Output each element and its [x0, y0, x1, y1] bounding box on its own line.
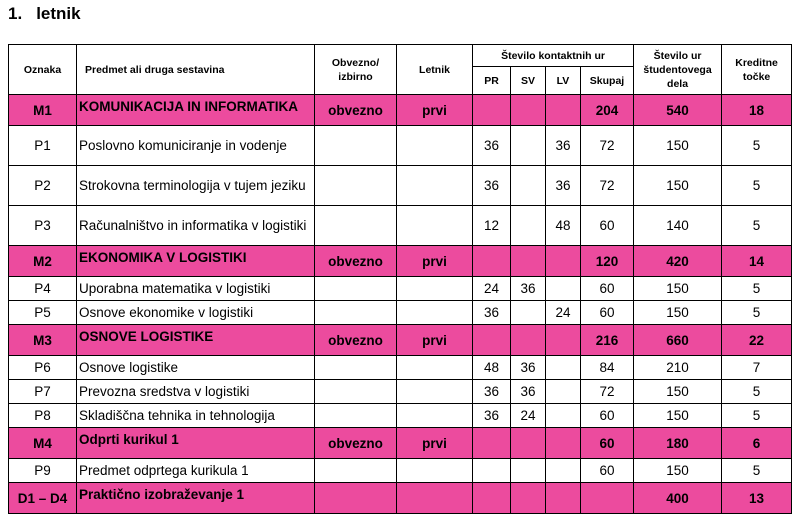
header-student-hours: Število ur študentovega dela [634, 45, 722, 95]
cell-credits: 6 [722, 428, 792, 459]
table-row [9, 404, 792, 428]
cell-type: obvezno [315, 325, 397, 356]
cell-code: D1 – D4 [9, 483, 77, 514]
header-subject: Predmet ali druga sestavina [77, 45, 315, 95]
cell-total: 84 [581, 356, 634, 380]
cell-total: 204 [581, 95, 634, 126]
cell-sv [511, 166, 546, 206]
cell-type [315, 301, 397, 325]
section-heading [8, 4, 81, 24]
cell-student-hours: 540 [634, 95, 722, 126]
cell-credits: 5 [722, 459, 792, 483]
cell-total: 72 [581, 380, 634, 404]
cell-subject: Poslovno komuniciranje in vodenje [77, 126, 315, 166]
cell-sv [511, 301, 546, 325]
table-row-module [9, 95, 792, 126]
header-contact-hours: Število kontaktnih ur [473, 45, 634, 67]
cell-code: P6 [9, 356, 77, 380]
cell-year [397, 301, 473, 325]
cell-student-hours: 150 [634, 404, 722, 428]
cell-pr: 36 [473, 166, 511, 206]
cell-code: M3 [9, 325, 77, 356]
cell-subject: EKONOMIKA V LOGISTIKI [77, 246, 315, 277]
cell-lv [546, 483, 581, 514]
header-pr: PR [473, 67, 511, 95]
cell-credits: 5 [722, 206, 792, 246]
cell-sv: 36 [511, 277, 546, 301]
cell-student-hours: 400 [634, 483, 722, 514]
section-number: 1. [8, 4, 23, 23]
cell-type: obvezno [315, 246, 397, 277]
cell-sv: 36 [511, 356, 546, 380]
cell-credits: 13 [722, 483, 792, 514]
cell-lv [546, 428, 581, 459]
table-row [9, 380, 792, 404]
table-row [9, 126, 792, 166]
cell-pr [473, 483, 511, 514]
cell-lv: 24 [546, 301, 581, 325]
cell-pr: 36 [473, 126, 511, 166]
cell-pr [473, 428, 511, 459]
cell-lv [546, 325, 581, 356]
cell-year [397, 483, 473, 514]
cell-subject: Odprti kurikul 1 [77, 428, 315, 459]
cell-lv [546, 459, 581, 483]
cell-sv: 36 [511, 380, 546, 404]
header-lv: LV [546, 67, 581, 95]
cell-lv [546, 356, 581, 380]
cell-subject: Uporabna matematika v logistiki [77, 277, 315, 301]
cell-year: prvi [397, 428, 473, 459]
cell-lv [546, 404, 581, 428]
cell-student-hours: 140 [634, 206, 722, 246]
cell-type: obvezno [315, 95, 397, 126]
cell-code: P3 [9, 206, 77, 246]
cell-total: 60 [581, 277, 634, 301]
cell-pr: 48 [473, 356, 511, 380]
cell-sv [511, 428, 546, 459]
cell-year: prvi [397, 95, 473, 126]
cell-code: P7 [9, 380, 77, 404]
cell-credits: 7 [722, 356, 792, 380]
cell-credits: 5 [722, 404, 792, 428]
cell-code: P4 [9, 277, 77, 301]
cell-credits: 14 [722, 246, 792, 277]
cell-pr: 36 [473, 380, 511, 404]
cell-sv [511, 95, 546, 126]
cell-pr [473, 95, 511, 126]
cell-type [315, 380, 397, 404]
cell-student-hours: 180 [634, 428, 722, 459]
table-row [9, 459, 792, 483]
cell-year [397, 459, 473, 483]
cell-total: 60 [581, 206, 634, 246]
cell-credits: 5 [722, 166, 792, 206]
cell-year: prvi [397, 246, 473, 277]
cell-subject: OSNOVE LOGISTIKE [77, 325, 315, 356]
cell-lv [546, 95, 581, 126]
cell-student-hours: 150 [634, 459, 722, 483]
cell-total: 72 [581, 126, 634, 166]
cell-year: prvi [397, 325, 473, 356]
table-row [9, 301, 792, 325]
cell-code: P1 [9, 126, 77, 166]
table-row [9, 166, 792, 206]
cell-type [315, 404, 397, 428]
cell-year [397, 166, 473, 206]
cell-total: 60 [581, 459, 634, 483]
cell-student-hours: 210 [634, 356, 722, 380]
cell-sv [511, 246, 546, 277]
cell-pr [473, 325, 511, 356]
cell-pr: 36 [473, 301, 511, 325]
cell-sv: 24 [511, 404, 546, 428]
cell-credits: 5 [722, 126, 792, 166]
cell-total: 60 [581, 404, 634, 428]
cell-year [397, 356, 473, 380]
cell-credits: 5 [722, 380, 792, 404]
cell-credits: 18 [722, 95, 792, 126]
cell-total: 72 [581, 166, 634, 206]
table-row-module [9, 325, 792, 356]
cell-pr [473, 246, 511, 277]
cell-student-hours: 150 [634, 301, 722, 325]
header-type: Obvezno/ izbirno [315, 45, 397, 95]
cell-pr [473, 459, 511, 483]
section-title: letnik [36, 4, 81, 23]
cell-total [581, 483, 634, 514]
cell-year [397, 277, 473, 301]
header-sv: SV [511, 67, 546, 95]
cell-lv [546, 277, 581, 301]
cell-student-hours: 660 [634, 325, 722, 356]
cell-year [397, 126, 473, 166]
cell-subject: Osnove ekonomike v logistiki [77, 301, 315, 325]
cell-subject: Strokovna terminologija v tujem jeziku [77, 166, 315, 206]
cell-type [315, 459, 397, 483]
table-row-module [9, 246, 792, 277]
cell-code: M2 [9, 246, 77, 277]
cell-code: P8 [9, 404, 77, 428]
cell-type: obvezno [315, 428, 397, 459]
header-code: Oznaka [9, 45, 77, 95]
table-row [9, 356, 792, 380]
cell-student-hours: 150 [634, 380, 722, 404]
cell-student-hours: 150 [634, 277, 722, 301]
cell-student-hours: 150 [634, 126, 722, 166]
cell-type [315, 206, 397, 246]
cell-sv [511, 483, 546, 514]
cell-sv [511, 325, 546, 356]
cell-year [397, 404, 473, 428]
cell-subject: Praktično izobraževanje 1 [77, 483, 315, 514]
cell-subject: Predmet odprtega kurikula 1 [77, 459, 315, 483]
cell-credits: 5 [722, 277, 792, 301]
header-row-top [9, 45, 792, 67]
cell-total: 120 [581, 246, 634, 277]
cell-total: 216 [581, 325, 634, 356]
cell-year [397, 206, 473, 246]
cell-lv [546, 246, 581, 277]
cell-code: M1 [9, 95, 77, 126]
cell-subject: KOMUNIKACIJA IN INFORMATIKA [77, 95, 315, 126]
table-row-module [9, 483, 792, 514]
header-year: Letnik [397, 45, 473, 95]
cell-type [315, 277, 397, 301]
cell-type [315, 166, 397, 206]
cell-pr: 12 [473, 206, 511, 246]
cell-total: 60 [581, 428, 634, 459]
cell-subject: Računalništvo in informatika v logistiki [77, 206, 315, 246]
table-row-module [9, 428, 792, 459]
cell-pr: 24 [473, 277, 511, 301]
cell-type [315, 356, 397, 380]
table-row [9, 206, 792, 246]
cell-code: P5 [9, 301, 77, 325]
cell-subject: Prevozna sredstva v logistiki [77, 380, 315, 404]
cell-subject: Osnove logistike [77, 356, 315, 380]
cell-type [315, 483, 397, 514]
cell-credits: 22 [722, 325, 792, 356]
cell-code: P9 [9, 459, 77, 483]
curriculum-table [8, 44, 792, 514]
cell-lv [546, 380, 581, 404]
cell-sv [511, 206, 546, 246]
cell-student-hours: 150 [634, 166, 722, 206]
cell-code: P2 [9, 166, 77, 206]
cell-lv: 48 [546, 206, 581, 246]
cell-lv: 36 [546, 126, 581, 166]
cell-year [397, 380, 473, 404]
cell-sv [511, 459, 546, 483]
cell-type [315, 126, 397, 166]
cell-code: M4 [9, 428, 77, 459]
cell-lv: 36 [546, 166, 581, 206]
cell-pr: 36 [473, 404, 511, 428]
cell-sv [511, 126, 546, 166]
cell-total: 60 [581, 301, 634, 325]
cell-student-hours: 420 [634, 246, 722, 277]
cell-credits: 5 [722, 301, 792, 325]
header-credits: Kreditne točke [722, 45, 792, 95]
header-total: Skupaj [581, 67, 634, 95]
table-row [9, 277, 792, 301]
cell-subject: Skladiščna tehnika in tehnologija [77, 404, 315, 428]
